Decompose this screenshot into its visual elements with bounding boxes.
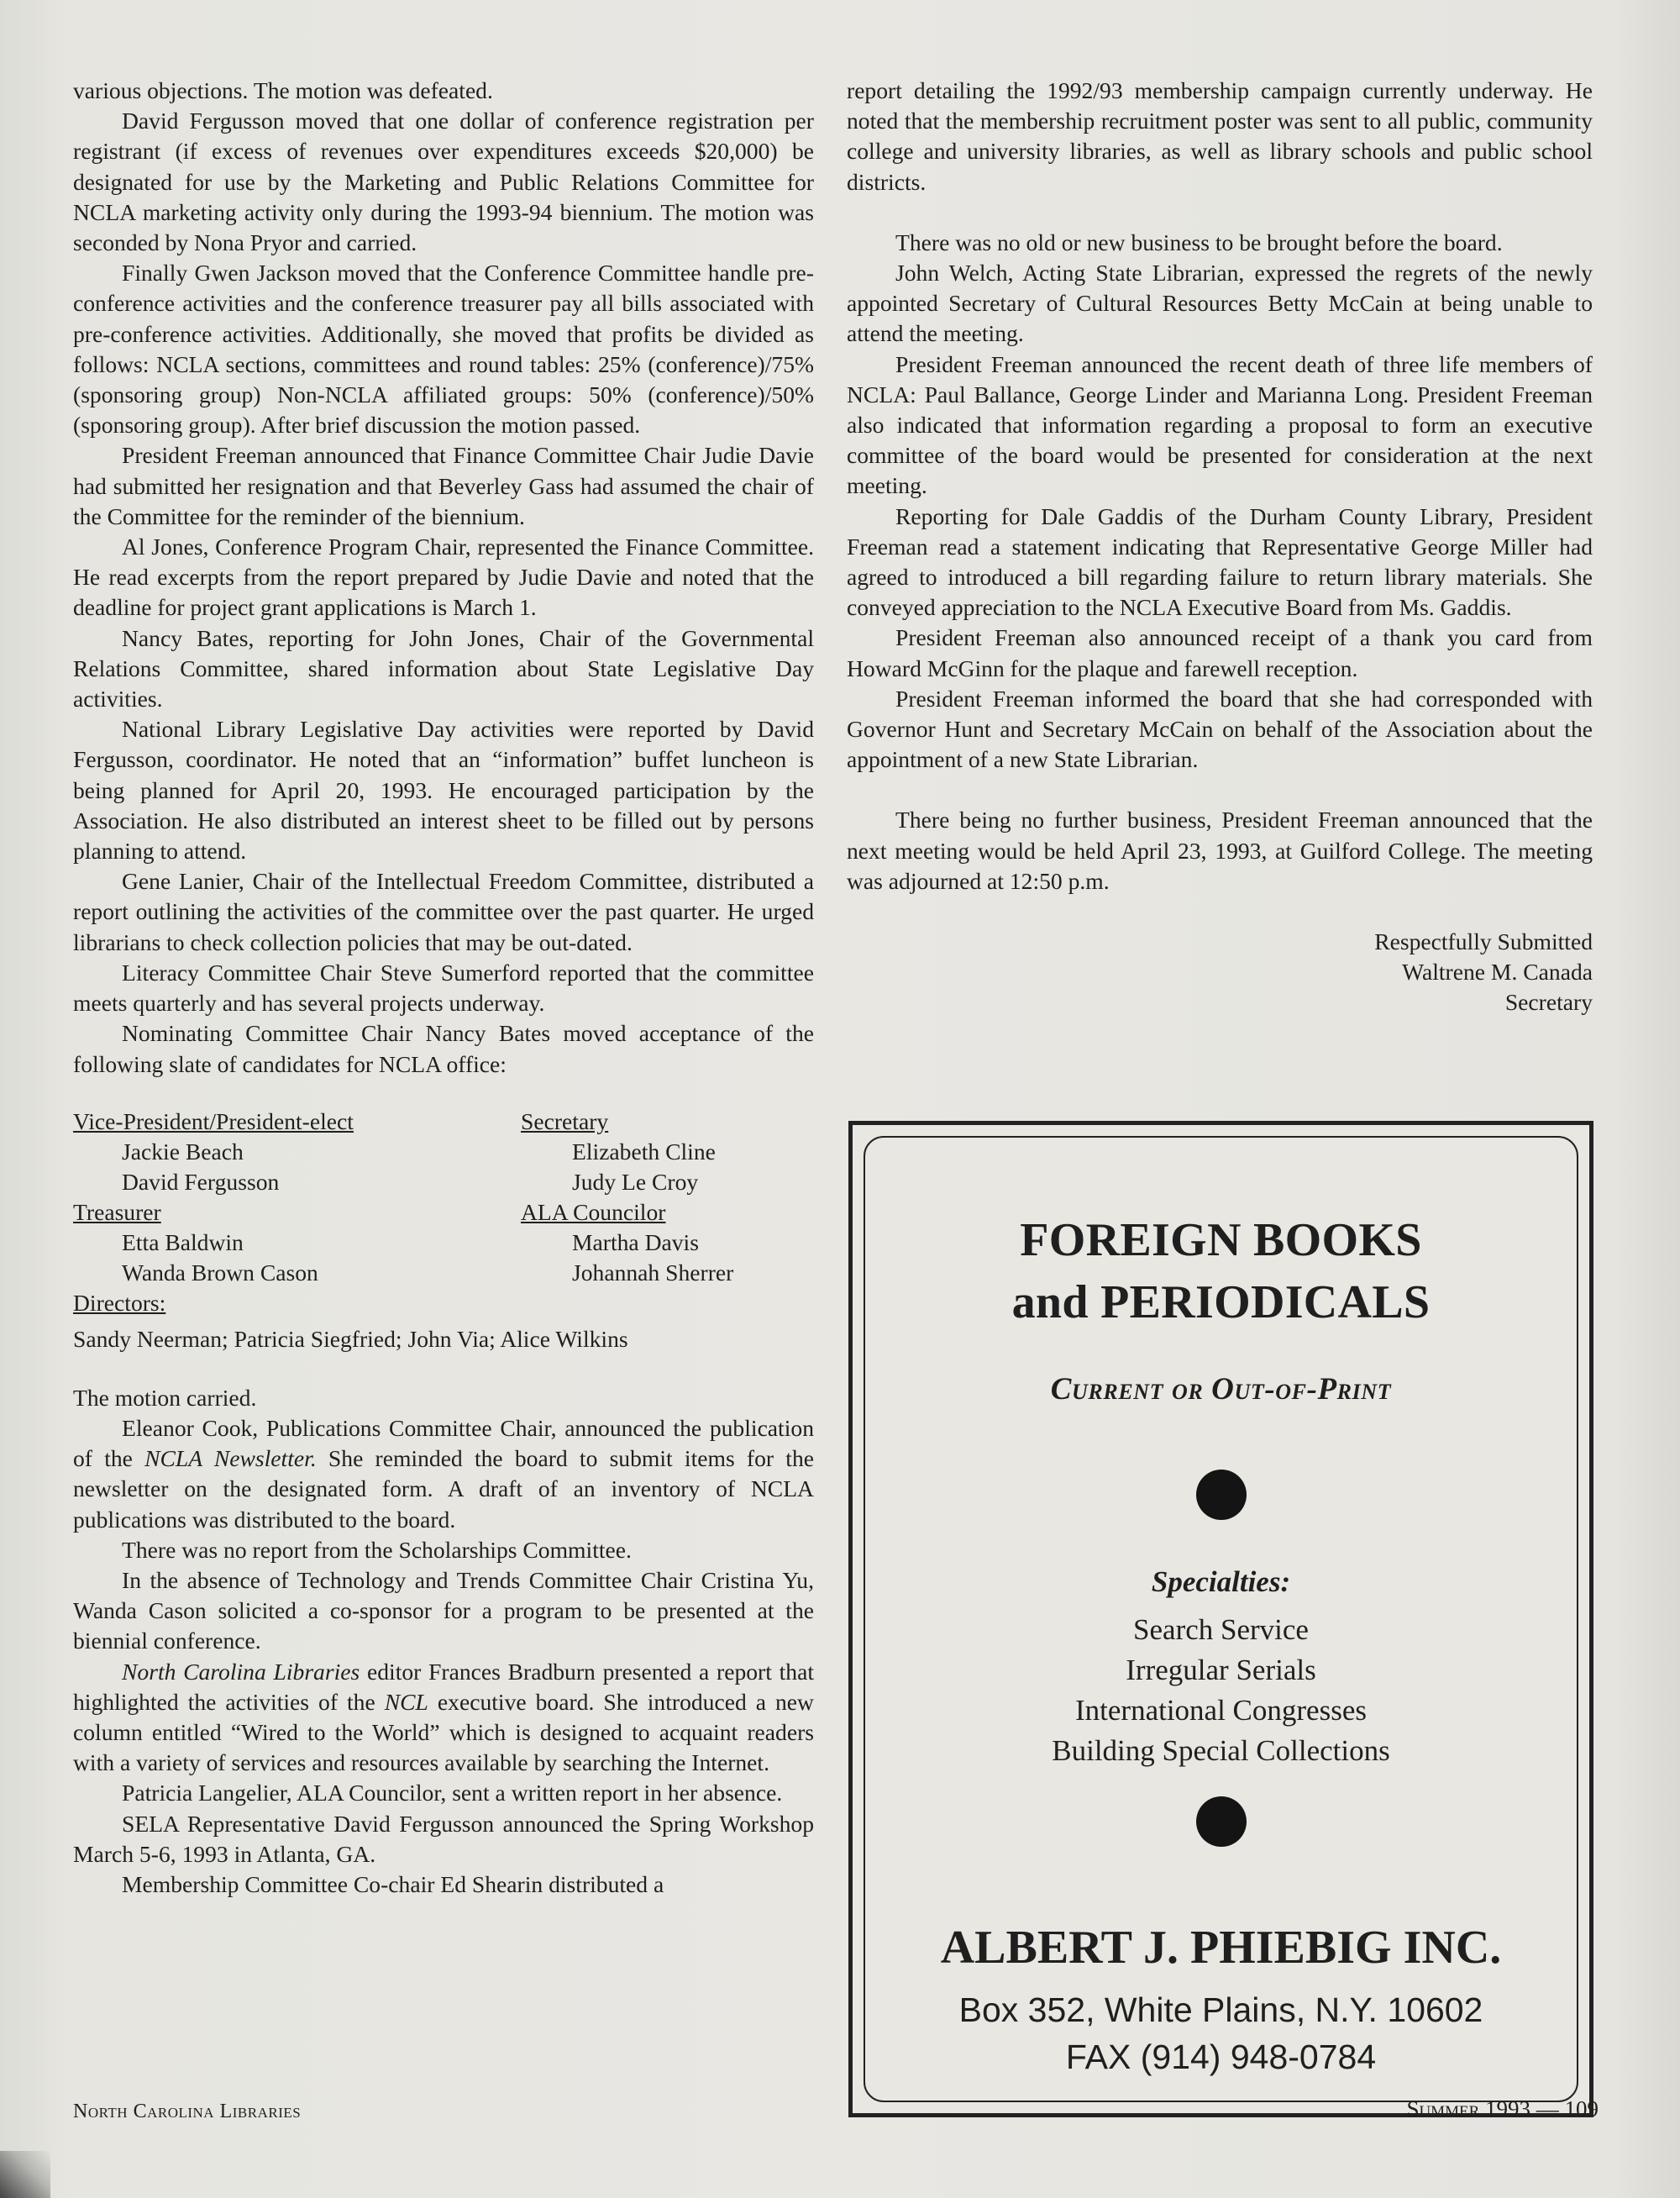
advertisement bbox=[848, 1121, 1593, 2117]
vp-heading: Vice-President/President-elect bbox=[73, 1107, 354, 1134]
text-run: Eleanor Cook, Publications Committee Chair, announced the publication of the bbox=[73, 1414, 814, 1472]
company-fax: FAX (914) 948-0784 bbox=[1065, 2038, 1377, 2076]
paragraph: Al Jones, Conference Program Chair, represented the Finance Committee. He read excerpts from the report prepared by Judie Davie and noted that the deadline for project grant applications is March 1. bbox=[73, 534, 814, 621]
paragraph: Gene Lanier, Chair of the Intellectual Freedom Committee, distributed a report outlining the activities of the committee over the past quarter. He urged librarians to check collection policies that may be out-dated. bbox=[73, 868, 814, 955]
text-run: editor Frances Bradburn presented a report that highlighted the activities of the bbox=[73, 1658, 815, 1715]
paragraph: SELA Representative David Fergusson announced the Spring Workshop March 5-6, 1993 in Atlanta, GA. bbox=[73, 1810, 814, 1867]
secretary-heading: Secretary bbox=[521, 1107, 609, 1134]
paragraph: John Welch, Acting State Librarian, expressed the regrets of the newly appointed Secretary of Cultural Resources Betty McCain at being unable to attend the meeting. bbox=[847, 260, 1593, 347]
paragraph: The motion carried. bbox=[73, 1384, 257, 1411]
advertisement-frame bbox=[864, 1136, 1578, 2102]
paragraph: Membership Committee Co-chair Ed Shearin distributed a bbox=[122, 1870, 664, 1897]
specialties-list bbox=[865, 1610, 1577, 1771]
paragraph: report detailing the 1992/93 membership campaign currently underway. He noted that the membership recruitment poster was sent to all public, community college and university libraries, as well as library schools and public school districts. bbox=[847, 77, 1593, 195]
candidate-slate bbox=[73, 1107, 814, 1329]
specialty-item: Irregular Serials bbox=[1126, 1654, 1316, 1686]
specialty-item: Building Special Collections bbox=[1052, 1734, 1390, 1767]
paragraph: President Freeman also announced receipt of a thank you card from Howard McGinn for the plaque and farewell reception. bbox=[847, 624, 1593, 681]
text-run: executive board. She introduced a new column entitled “Wired to the World” which is designed to acquaint readers with a variety of services and resources available by searching the Internet. bbox=[73, 1688, 814, 1776]
paragraph: Finally Gwen Jackson moved that the Conference Committee handle pre-conference activities and the conference treasurer pay all bills associated with pre-conference activities. Additionally, she moved that profits be divided as follows: NCLA sections, committees and round tables: 25% (conference)/75% (sponsoring group) Non-NCLA affiliated groups: 50% (conference)/50% (sponsoring group). After brief discussion the motion passed. bbox=[73, 260, 814, 439]
signoff-name: Waltrene M. Canada bbox=[1402, 959, 1593, 986]
paragraph bbox=[73, 1657, 814, 1779]
paragraph: There was no report from the Scholarships Committee. bbox=[122, 1536, 632, 1563]
footer-page-number: Summer 1993 — 109 bbox=[1406, 2096, 1599, 2122]
paragraph: Nancy Bates, reporting for John Jones, Chair of the Governmental Relations Committee, shared information about State Legislative Day activities. bbox=[73, 624, 814, 713]
candidate-name: Judy Le Croy bbox=[572, 1168, 699, 1195]
publication-title: NCLA Newsletter. bbox=[144, 1445, 317, 1472]
signoff bbox=[847, 927, 1593, 1018]
bullet-dot-icon bbox=[1196, 1796, 1247, 1847]
specialties-heading: Specialties: bbox=[1151, 1565, 1291, 1598]
paragraph bbox=[73, 1413, 814, 1535]
signoff-line: Respectfully Submitted bbox=[1374, 928, 1593, 955]
candidate-name: Etta Baldwin bbox=[122, 1228, 244, 1255]
paragraph: Reporting for Dale Gaddis of the Durham County Library, President Freeman read a statement indicating that Representative George Miller had agreed to introduced a bill regarding failure to return library materials. She conveyed appreciation to the NCLA Executive Board from Ms. Gaddis. bbox=[847, 502, 1593, 621]
specialty-item: International Congresses bbox=[1075, 1694, 1367, 1727]
paragraph: In the absence of Technology and Trends Committee Chair Cristina Yu, Wanda Cason solicited a co-sponsor for a program to be presented at the biennial conference. bbox=[73, 1566, 814, 1654]
paragraph: National Library Legislative Day activities were reported by David Fergusson, coordinator. He noted that an “information” buffet luncheon is being planned for April 20, 1993. He encouraged participation by the Association. He also distributed an interest sheet to be filled out by persons planning to attend. bbox=[73, 716, 814, 865]
left-column bbox=[73, 76, 814, 1900]
paragraph: President Freeman announced that Finance Committee Chair Judie Davie had submitted her resignation and that Beverley Gass had assumed the chair of the Committee for the reminder of the biennium. bbox=[73, 442, 814, 529]
bullet-dot-icon bbox=[1196, 1470, 1247, 1520]
ala-councilor-heading: ALA Councilor bbox=[521, 1198, 666, 1225]
signoff-title: Secretary bbox=[1504, 989, 1593, 1016]
specialty-item: Search Service bbox=[1133, 1613, 1309, 1646]
candidate-name: Jackie Beach bbox=[122, 1138, 244, 1165]
right-column bbox=[847, 76, 1593, 1018]
candidate-name: Johannah Sherrer bbox=[572, 1259, 734, 1286]
candidate-name: Martha Davis bbox=[572, 1228, 699, 1255]
paragraph: President Freeman announced the recent death of three life members of NCLA: Paul Ballance, George Linder and Marianna Long. President Freeman also indicated that information regarding a proposal to form an executive committee of the board would be presented for consideration at the next meeting. bbox=[847, 350, 1593, 499]
candidate-name: Wanda Brown Cason bbox=[122, 1259, 318, 1286]
page-edge-shadow bbox=[0, 2151, 50, 2198]
paragraph: Patricia Langelier, ALA Councilor, sent a written report in her absence. bbox=[122, 1780, 783, 1806]
candidate-name: Elizabeth Cline bbox=[572, 1138, 716, 1165]
candidate-name: David Fergusson bbox=[122, 1168, 280, 1195]
paragraph: David Fergusson moved that one dollar of conference registration per registrant (if excess of revenues over expenditures exceeds $20,000) be designated for use by the Marketing and Public Relations Committee for NCLA marketing activity only during the 1993-94 biennium. The motion was seconded by Nona Pryor and carried. bbox=[73, 108, 814, 256]
company-address: Box 352, White Plains, N.Y. 10602 bbox=[958, 1990, 1483, 2029]
paragraph: There was no old or new business to be brought before the board. bbox=[895, 229, 1503, 255]
publication-title: North Carolina Libraries bbox=[122, 1658, 360, 1685]
company-contact bbox=[865, 1986, 1577, 2080]
paragraph: There being no further business, President Freeman announced that the next meeting would be held April 23, 1993, at Guilford College. The meeting was adjourned at 12:50 p.m. bbox=[847, 807, 1593, 894]
paragraph: Nominating Committee Chair Nancy Bates moved acceptance of the following slate of candidates for NCLA office: bbox=[73, 1020, 814, 1077]
publication-title: NCL bbox=[384, 1688, 428, 1715]
directors-heading: Directors: bbox=[73, 1289, 166, 1316]
treasurer-heading: Treasurer bbox=[73, 1198, 161, 1225]
paragraph: President Freeman informed the board that she had corresponded with Governor Hunt and Secretary McCain on behalf of the Association about the appointment of a new State Librarian. bbox=[847, 685, 1593, 773]
ad-title-line: and PERIODICALS bbox=[1011, 1276, 1431, 1328]
ad-title bbox=[865, 1209, 1577, 1333]
paragraph: various objections. The motion was defeated. bbox=[73, 77, 493, 103]
ad-title-line: FOREIGN BOOKS bbox=[1020, 1214, 1422, 1266]
text-run: She reminded the board to submit items for the newsletter on the designated form. A draft of an inventory of NCLA publications was distributed to the board. bbox=[73, 1445, 814, 1533]
directors-list: Sandy Neerman; Patricia Siegfried; John Via; Alice Wilkins bbox=[73, 1325, 628, 1352]
company-name: ALBERT J. PHIEBIG INC. bbox=[940, 1922, 1502, 1974]
paragraph: Literacy Committee Chair Steve Sumerford reported that the committee meets quarterly and has several projects underway. bbox=[73, 959, 814, 1017]
ad-subtitle: Current or Out-of-Print bbox=[1050, 1372, 1392, 1407]
footer-publication: North Carolina Libraries bbox=[73, 2101, 302, 2122]
